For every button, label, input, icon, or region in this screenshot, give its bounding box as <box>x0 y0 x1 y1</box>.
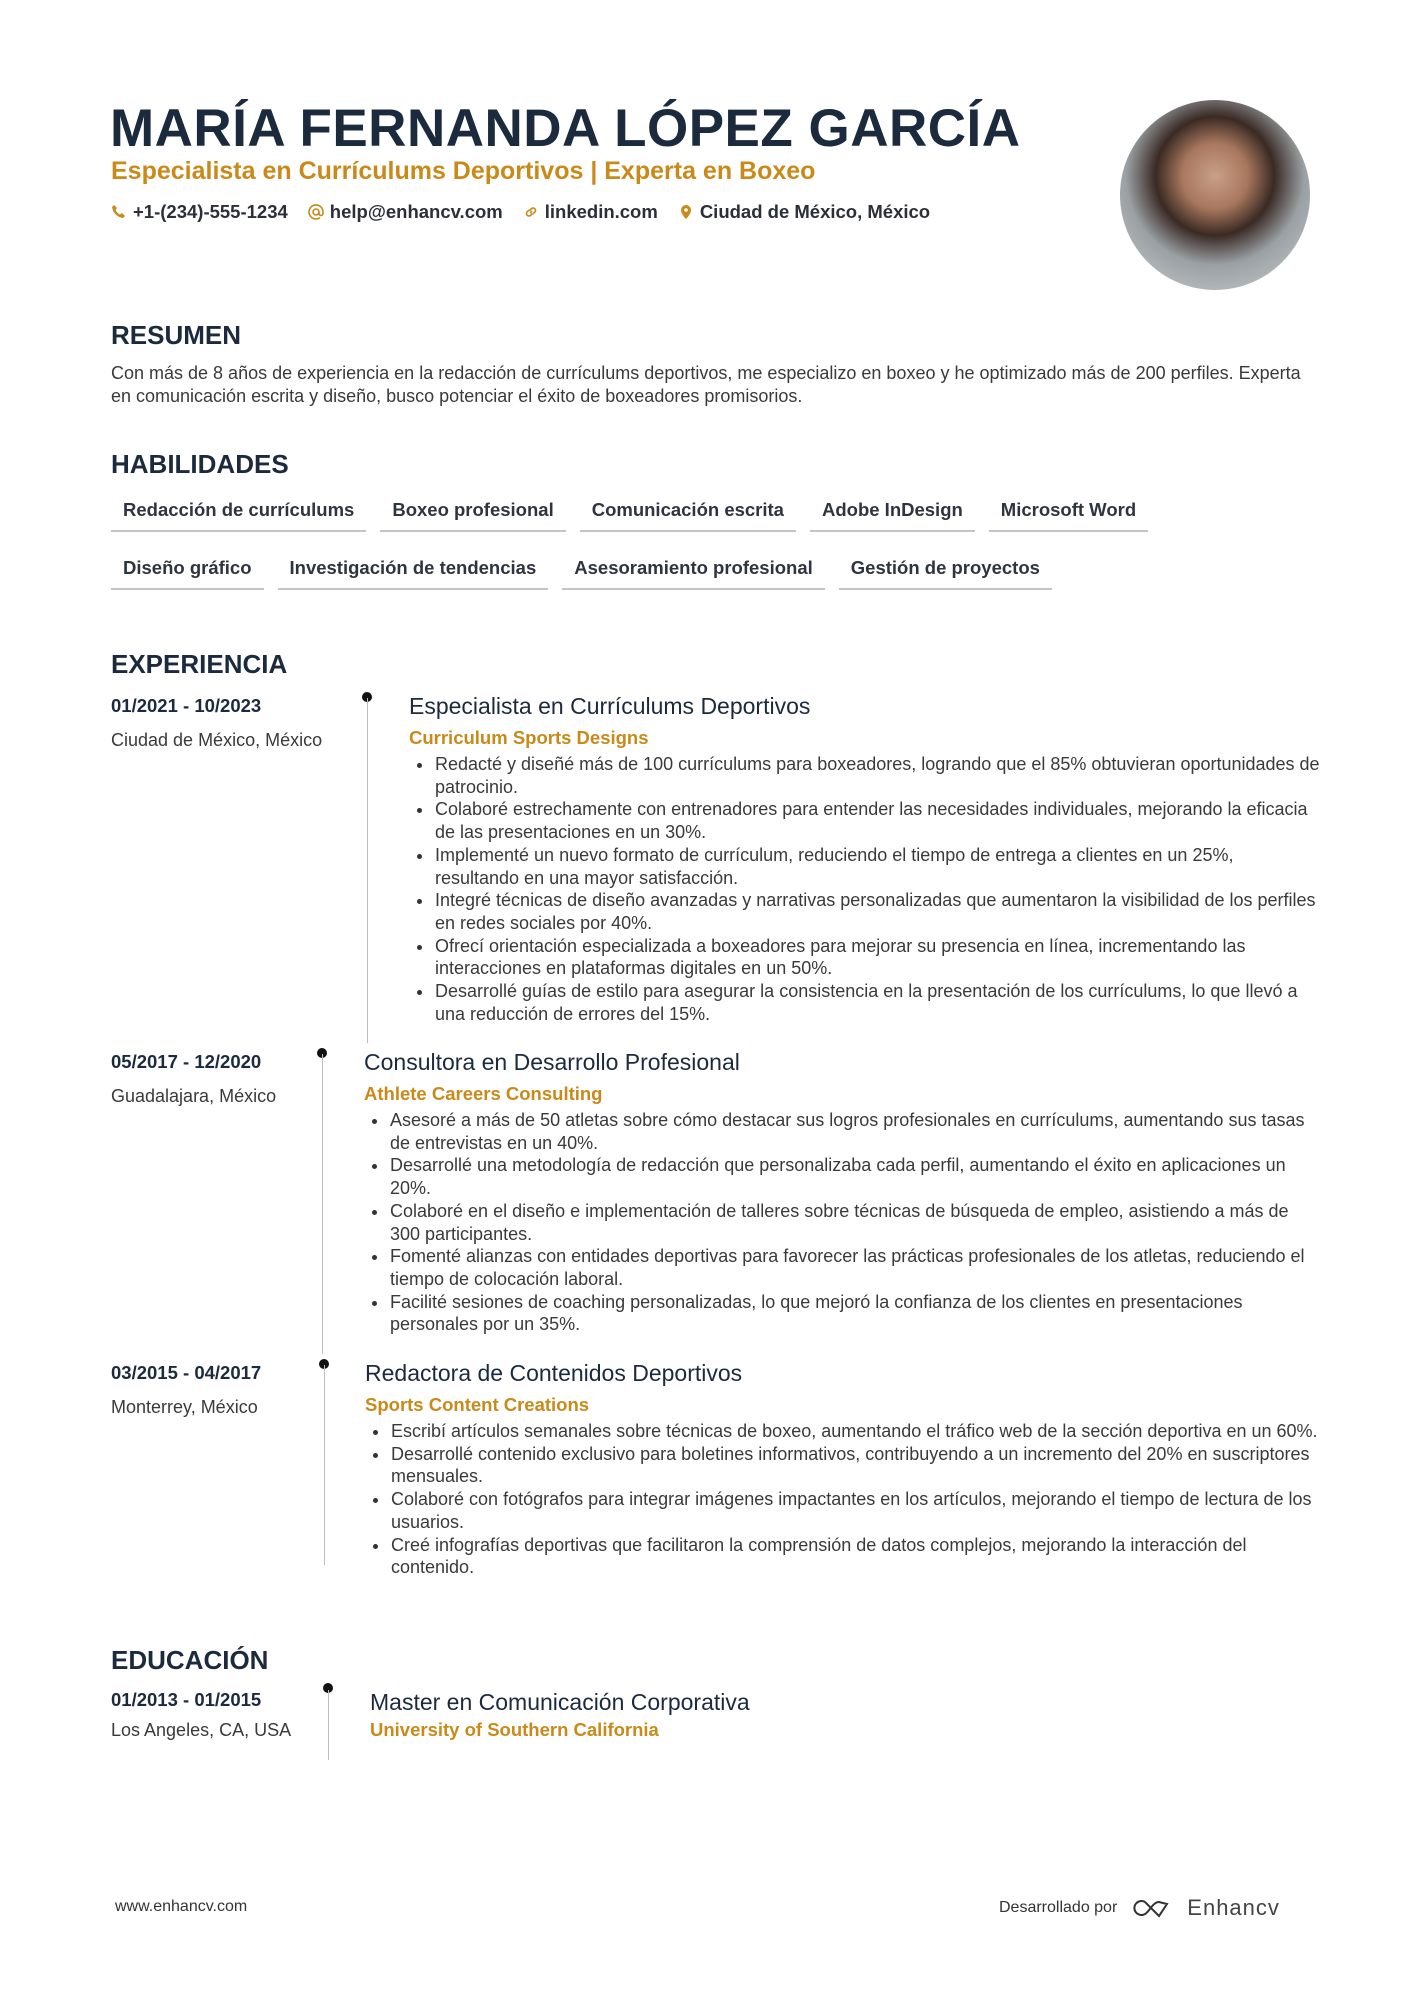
developed-by-label: Desarrollado por <box>999 1899 1118 1916</box>
location-pin-icon <box>678 204 694 220</box>
job-date: 03/2015 - 04/2017 <box>111 1362 262 1383</box>
job-bullet: Escribí artículos semanales sobre técnicas de boxeo, aumentando el tráfico web de la sección deportiva en un 60%. <box>365 1420 1320 1443</box>
job-date: 05/2017 - 12/2020 <box>111 1051 262 1072</box>
profile-photo <box>1120 100 1310 290</box>
company-name: Athlete Careers Consulting <box>364 1083 603 1104</box>
job-bullet: Ofrecí orientación especializada a boxeadores para mejorar su presencia en línea, incrementando las interacciones en plataformas digitales en un 50%. <box>409 935 1320 980</box>
skill-tag: Adobe InDesign <box>810 494 975 532</box>
footer-url[interactable]: www.enhancv.com <box>115 1898 248 1915</box>
contact-text: +1-(234)-555-1234 <box>133 201 288 222</box>
education-location: Los Angeles, CA, USA <box>111 1720 292 1740</box>
skill-tag: Redacción de currículums <box>111 494 366 532</box>
job-date: 01/2021 - 10/2023 <box>111 695 262 716</box>
job-bullet: Redacté y diseñé más de 100 currículums para boxeadores, logrando que el 85% obtuvieran oportunidades de patrocinio. <box>409 753 1320 798</box>
timeline-line <box>328 1690 329 1760</box>
job-bullets <box>364 1109 1320 1336</box>
enhancv-logo-icon <box>1129 1896 1175 1920</box>
contact-location <box>678 201 930 223</box>
job-bullet: Desarrollé contenido exclusivo para boletines informativos, contribuyendo a un incremento del 20% en suscriptores mensuales. <box>365 1443 1320 1488</box>
phone-icon <box>111 204 127 220</box>
job-bullet: Asesoré a más de 50 atletas sobre cómo destacar sus logros profesionales en currículums, aumentando sus tasas de entrevistas en un 40%. <box>364 1109 1320 1154</box>
job-bullet: Implementé un nuevo formato de currículum, reduciendo el tiempo de entrega a clientes en un 25%, resultando en una mayor satisfacción. <box>409 844 1320 889</box>
job-title: Redactora de Contenidos Deportivos <box>365 1360 743 1386</box>
link-icon <box>523 204 539 220</box>
contact-linkedin[interactable] <box>523 201 658 223</box>
contact-email[interactable] <box>308 201 503 223</box>
company-name: Curriculum Sports Designs <box>409 727 649 748</box>
education-school: University of Southern California <box>370 1719 659 1740</box>
job-title: Especialista en Currículums Deportivos <box>409 693 811 719</box>
job-bullet: Creé infografías deportivas que facilitaron la comprensión de datos complejos, mejorando la interacción del contenido. <box>365 1534 1320 1579</box>
candidate-name: MARÍA FERNANDA LÓPEZ GARCÍA <box>110 99 1021 158</box>
contact-text: Ciudad de México, México <box>699 201 931 222</box>
timeline-line <box>367 698 368 1043</box>
summary-heading: RESUMEN <box>111 320 242 350</box>
job-bullets <box>409 753 1320 1025</box>
job-bullets <box>365 1420 1320 1579</box>
skill-tag: Diseño gráfico <box>111 552 264 590</box>
job-location: Guadalajara, México <box>111 1086 277 1106</box>
education-heading: EDUCACIÓN <box>111 1645 269 1675</box>
contact-bar <box>111 201 930 223</box>
job-title: Consultora en Desarrollo Profesional <box>364 1049 740 1075</box>
contact-text: help@enhancv.com <box>329 201 503 222</box>
skill-tag: Asesoramiento profesional <box>562 552 825 590</box>
job-bullet: Colaboré en el diseño e implementación de talleres sobre técnicas de búsqueda de empleo, asistiendo a más de 300 participantes. <box>364 1200 1320 1245</box>
job-bullet: Desarrollé una metodología de redacción que personalizaba cada perfil, aumentando el éxito en aplicaciones un 20%. <box>364 1154 1320 1199</box>
education-degree: Master en Comunicación Corporativa <box>370 1689 750 1715</box>
skill-tag: Gestión de proyectos <box>839 552 1052 590</box>
summary-text: Con más de 8 años de experiencia en la redacción de currículums deportivos, me especializo en boxeo y he optimizado más de 200 perfiles. Experta en comunicación escrita y diseño, busco potenciar el éxito de boxeadores promisorios. <box>111 363 1301 406</box>
education-date: 01/2013 - 01/2015 <box>111 1689 262 1710</box>
contact-text: linkedin.com <box>544 201 658 222</box>
job-bullet: Facilité sesiones de coaching personalizadas, lo que mejoró la confianza de los clientes en presentaciones personales por un 35%. <box>364 1291 1320 1336</box>
company-name: Sports Content Creations <box>365 1394 590 1415</box>
candidate-headline: Especialista en Currículums Deportivos | Experta en Boxeo <box>111 157 816 185</box>
job-bullet: Integré técnicas de diseño avanzadas y narrativas personalizadas que aumentaron la visibilidad de los perfiles en redes sociales por 40%. <box>409 889 1320 934</box>
job-bullet: Colaboré estrechamente con entrenadores para entender las necesidades individuales, mejorando la eficacia de las presentaciones en un 30%. <box>409 798 1320 843</box>
footer-branding <box>999 1895 1280 1921</box>
skill-tag: Comunicación escrita <box>580 494 796 532</box>
job-bullet: Colaboré con fotógrafos para integrar imágenes impactantes en los artículos, mejorando el tiempo de lectura de los usuarios. <box>365 1488 1320 1533</box>
contact-phone <box>111 201 288 223</box>
skills-heading: HABILIDADES <box>111 449 289 479</box>
job-location: Ciudad de México, México <box>111 730 323 750</box>
skill-tag: Investigación de tendencias <box>278 552 549 590</box>
skills-list <box>111 494 1261 590</box>
job-bullet: Fomenté alianzas con entidades deportivas para favorecer las prácticas profesionales de los atletas, reduciendo el tiempo de colocación laboral. <box>364 1245 1320 1290</box>
at-icon <box>308 204 324 220</box>
job-bullet: Desarrollé guías de estilo para asegurar la consistencia en la presentación de los currículums, lo que llevó a una reducción de errores del 15%. <box>409 980 1320 1025</box>
timeline-line <box>324 1365 325 1565</box>
skill-tag: Boxeo profesional <box>380 494 565 532</box>
timeline-line <box>322 1054 323 1354</box>
skill-tag: Microsoft Word <box>989 494 1148 532</box>
experience-heading: EXPERIENCIA <box>111 649 288 679</box>
job-location: Monterrey, México <box>111 1397 258 1417</box>
enhancv-logo-text: Enhancv <box>1187 1895 1280 1920</box>
